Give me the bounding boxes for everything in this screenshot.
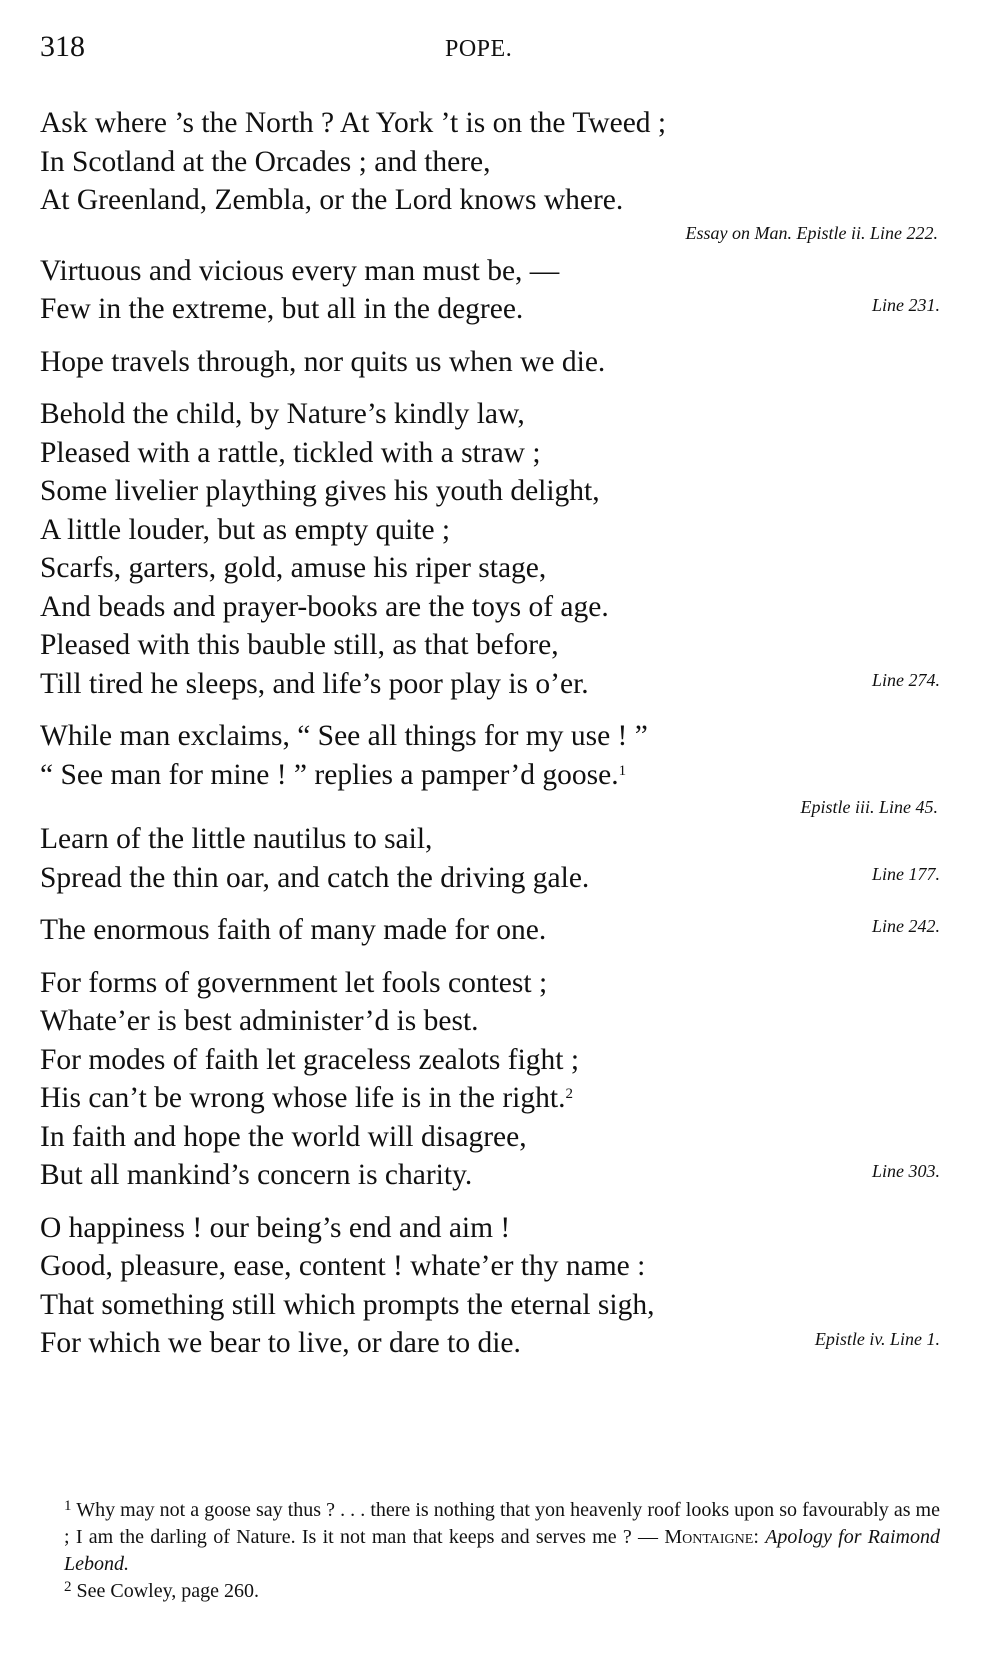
verse-line xyxy=(40,756,940,795)
footnote-text: See Cowley, page 260. xyxy=(76,1580,260,1602)
verse-line: Learn of the little nautilus to sail, xyxy=(40,823,433,855)
verse-line: In faith and hope the world will disagree, xyxy=(40,1120,527,1153)
footnote-marker[interactable]: 1 xyxy=(618,762,627,779)
verse-text: Few in the extreme, but all in the degree. xyxy=(40,293,524,325)
stanza xyxy=(40,717,940,820)
verse-text: His can’t be wrong whose life is in the right. xyxy=(40,1082,566,1114)
verse-line: For modes of faith let graceless zealots fight ; xyxy=(40,1043,580,1076)
verse-line: And beads and prayer-books are the toys of age. xyxy=(40,590,609,623)
page-number: 318 xyxy=(40,30,85,63)
verse-line: For forms of government let fools contest ; xyxy=(40,966,548,999)
verse-line xyxy=(40,290,940,329)
footnote-number: 1 xyxy=(64,1498,72,1514)
stanza xyxy=(40,252,940,329)
footnotes xyxy=(40,1497,940,1605)
footnote-marker[interactable]: 2 xyxy=(565,1086,573,1102)
citation: Line 303. xyxy=(871,1161,940,1181)
verse-line: A little louder, but as empty quite ; xyxy=(40,513,451,546)
citation: Line 231. xyxy=(871,295,940,315)
footnote-work: Apology for Raimond Lebond. xyxy=(64,1526,940,1575)
verse-line xyxy=(40,859,940,898)
verse-line: In Scotland at the Orcades ; and there, xyxy=(40,145,491,178)
verse-text: But all mankind’s concern is charity. xyxy=(40,1159,473,1191)
stanza xyxy=(40,104,940,246)
verse-line: Whate’er is best administer’d is best. xyxy=(40,1005,479,1037)
verse-line: O happiness ! our being’s end and aim ! xyxy=(40,1211,511,1244)
footnote-2 xyxy=(40,1578,940,1605)
verse-line: That something still which prompts the eternal sigh, xyxy=(40,1288,655,1321)
citation: Essay on Man. Epistle ii. Line 222. xyxy=(685,222,938,243)
stanza xyxy=(40,911,940,950)
verse-text: For which we bear to live, or dare to die. xyxy=(40,1327,521,1359)
verse-text: The enormous faith of many made for one. xyxy=(40,914,547,946)
verse-line: Ask where ’s the North ? At York ’t is on the Tweed ; xyxy=(40,107,667,139)
citation: Line 177. xyxy=(871,863,940,884)
footnote-text: Why may not a goose say thus ? . . . there is nothing that yon heavenly roof looks upon so favourably as me ; I am the darling of Nature. Is it not man that keeps and serves me ? — xyxy=(64,1499,940,1548)
footnote-author: Montaigne: xyxy=(664,1526,759,1548)
verse-text: “ See man for mine ! ” replies a pamper’d goose. xyxy=(40,758,619,791)
verse-line xyxy=(40,1324,940,1363)
page-header xyxy=(40,30,940,70)
verse-line: Hope travels through, nor quits us when we die. xyxy=(40,345,606,378)
verse-line xyxy=(40,911,940,950)
verse-line: Virtuous and vicious every man must be, — xyxy=(40,254,560,287)
verse-line xyxy=(40,665,940,704)
verse-line: Good, pleasure, ease, content ! whate’er thy name : xyxy=(40,1250,646,1282)
footnote-1 xyxy=(40,1497,940,1578)
verse-text: Till tired he sleeps, and life’s poor play is o’er. xyxy=(40,667,589,700)
stanza xyxy=(40,1209,940,1363)
stanza xyxy=(40,820,940,897)
verse-line: Pleased with this bauble still, as that before, xyxy=(40,629,559,661)
verse-line xyxy=(40,1079,940,1118)
citation: Epistle iv. Line 1. xyxy=(814,1329,940,1349)
verse-line: Scarfs, garters, gold, amuse his riper stage, xyxy=(40,552,547,584)
running-head: POPE. xyxy=(445,36,513,62)
stanza xyxy=(40,395,940,703)
verse-line: While man exclaims, “ See all things for my use ! ” xyxy=(40,720,648,752)
stanza xyxy=(40,964,940,1195)
verse-line: Pleased with a rattle, tickled with a straw ; xyxy=(40,436,541,469)
verse-line: Some livelier plaything gives his youth delight, xyxy=(40,475,600,507)
citation: Line 274. xyxy=(871,669,940,690)
stanza xyxy=(40,343,940,382)
citation: Epistle iii. Line 45. xyxy=(800,797,938,817)
verse-line: Behold the child, by Nature’s kindly law, xyxy=(40,398,525,430)
citation: Line 242. xyxy=(871,916,940,936)
verse-line xyxy=(40,1156,940,1195)
verse-text: Spread the thin oar, and catch the driving gale. xyxy=(40,861,590,894)
verse-body xyxy=(40,104,940,1363)
footnote-number: 2 xyxy=(64,1579,72,1595)
verse-line: At Greenland, Zembla, or the Lord knows where. xyxy=(40,184,624,216)
